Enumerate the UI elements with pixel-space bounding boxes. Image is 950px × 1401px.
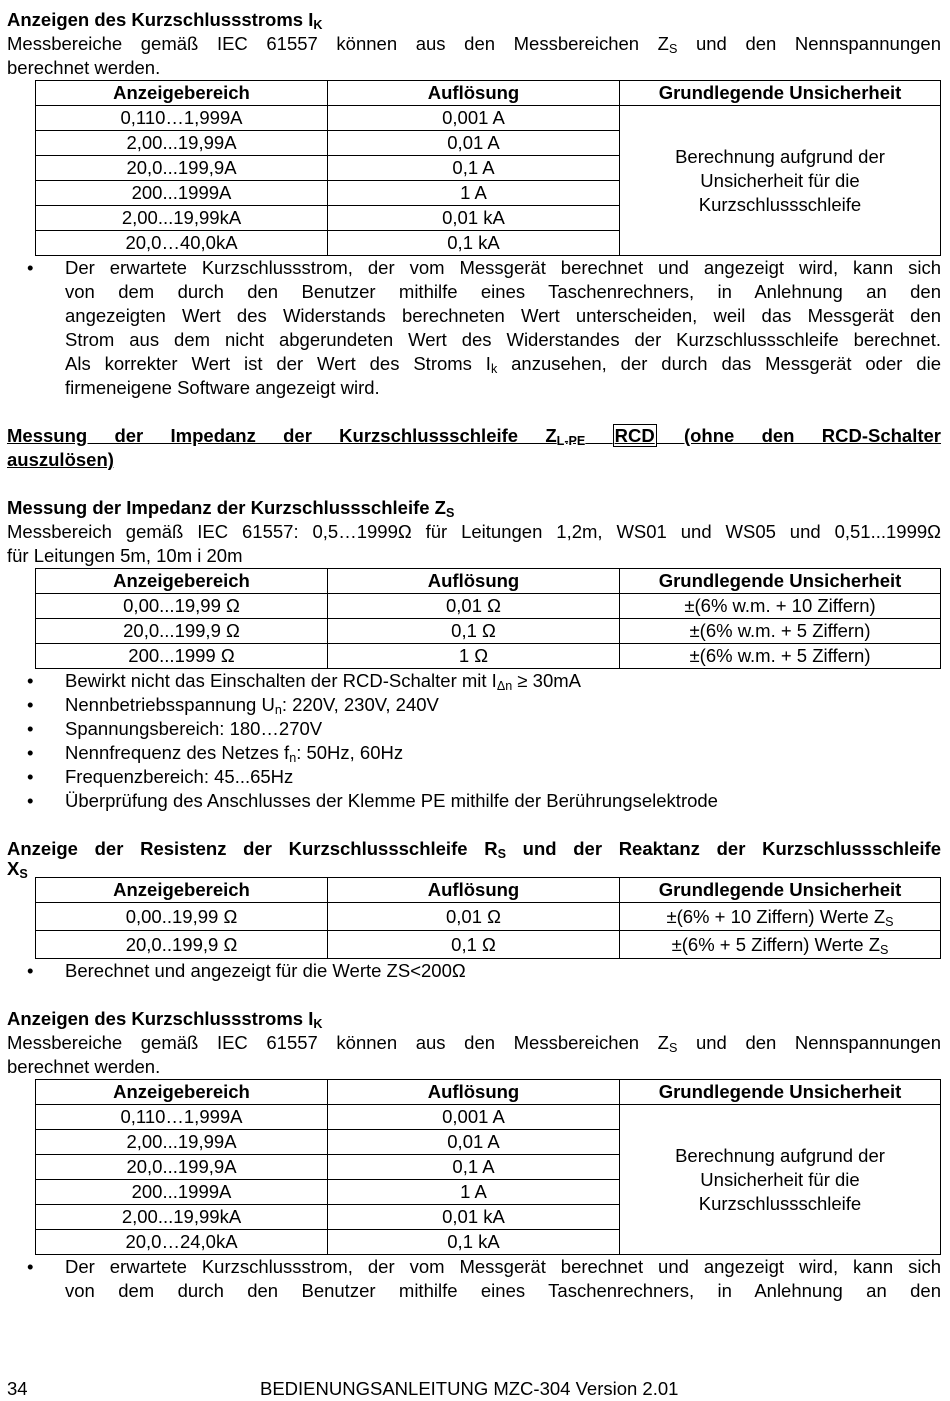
column-header: Grundlegende Unsicherheit <box>620 569 941 594</box>
table-cell: 20,0...199,9A <box>36 1155 328 1180</box>
section-title-cont: auszulösen) <box>7 449 114 470</box>
table-cell: 200...1999 Ω <box>36 644 328 669</box>
table-cell: 0,1 Ω <box>328 931 620 959</box>
bullet-text-line: angezeigten Wert des Widerstands berechneten Wert unterscheiden, weil das Messgerät den <box>65 305 941 326</box>
resistance-reactance-table <box>35 877 941 959</box>
column-header: Auflösung <box>328 569 620 594</box>
table-cell: 0,1 Ω <box>328 619 620 644</box>
table-header-row <box>36 569 941 594</box>
table-cell: 20,0...199,9 Ω <box>36 619 328 644</box>
table-cell: 0,00..19,99 Ω <box>36 903 328 931</box>
merged-line: Berechnung aufgrund der <box>675 1144 885 1166</box>
table-cell: 0,1 kA <box>328 231 620 256</box>
column-header: Anzeigebereich <box>36 878 328 903</box>
section-title-zlpe-rcd: Messung der Impedanz der Kurzschlussschleife $Z_{L-PE}$ RCD (ohne den RCD-Schalter <box>7 425 942 448</box>
merged-line: Berechnung aufgrund der <box>675 145 885 167</box>
table-cell: 0,1 kA <box>328 1230 620 1255</box>
intro-paragraph-cont: berechnet werden. <box>7 57 161 78</box>
list-item: • Nennfrequenz des Netzes $f_n$: 50Hz, 60Hz <box>27 742 404 765</box>
table-row <box>36 644 941 669</box>
table-row <box>36 903 941 931</box>
table-cell: 0,110…1,999A <box>36 1105 328 1130</box>
table-row <box>36 931 941 959</box>
table-row <box>36 1105 941 1130</box>
merged-line: Kurzschlussschleife <box>698 193 862 215</box>
table-cell: 0,01 A <box>328 1130 620 1155</box>
table-cell: 0,01 A <box>328 131 620 156</box>
bullet-list <box>7 1255 941 1303</box>
table-header-row <box>36 1080 941 1105</box>
list-item <box>7 1255 941 1303</box>
column-header: Auflösung <box>328 81 620 106</box>
table-cell: ±(6% w.m. + 5 Ziffern) <box>620 619 941 644</box>
intro-paragraph-cont: berechnet werden. <box>7 1056 161 1077</box>
short-circuit-current-table <box>35 80 941 256</box>
table-cell: 20,0...199,9A <box>36 156 328 181</box>
impedance-table <box>35 568 941 669</box>
table-cell: 0,001 A <box>328 1105 620 1130</box>
bullet-icon: • <box>27 670 34 691</box>
table-cell: 2,00...19,99A <box>36 1130 328 1155</box>
column-header: Grundlegende Unsicherheit <box>620 1080 941 1105</box>
table-cell: ±(6% w.m. + 10 Ziffern) <box>620 594 941 619</box>
list-item: • Spannungsbereich: 180…270V <box>27 718 323 739</box>
bullet-icon: • <box>27 257 34 278</box>
table-cell: 2,00...19,99A <box>36 131 328 156</box>
section-heading-short-circuit-current-2: Anzeigen des Kurzschlussstroms $I_K$ <box>7 1008 323 1031</box>
column-header: Anzeigebereich <box>36 1080 328 1105</box>
table-cell: 0,001 A <box>328 106 620 131</box>
bullet-list <box>7 256 941 400</box>
bullet-text-line: Der erwartete Kurzschlussstrom, der vom Messgerät berechnet und angezeigt wird, kann sich <box>65 257 941 278</box>
table-cell: 0,01 kA <box>328 1205 620 1230</box>
bullet-list <box>7 959 941 983</box>
table-cell: 20,0…24,0kA <box>36 1230 328 1255</box>
bullet-text-line: von dem durch den Benutzer mithilfe eines Taschenrechners, in Anlehnung an den <box>65 1280 941 1301</box>
table-cell: ±(6% w.m. + 5 Ziffern) <box>620 644 941 669</box>
table-row <box>36 619 941 644</box>
table-cell: 0,00...19,99 Ω <box>36 594 328 619</box>
table-cell: 0,01 Ω <box>328 594 620 619</box>
table-cell: 200...1999A <box>36 1180 328 1205</box>
list-item <box>7 256 941 400</box>
bullet-list <box>7 669 941 813</box>
column-header: Grundlegende Unsicherheit <box>620 81 941 106</box>
column-header: Auflösung <box>328 878 620 903</box>
footer-title: BEDIENUNGSANLEITUNG MZC-304 Version 2.01 <box>260 1378 679 1399</box>
table-row <box>36 106 941 131</box>
section-heading-cont: $X_S$ <box>7 858 28 881</box>
bullet-text-line: Der erwartete Kurzschlussstrom, der vom Messgerät berechnet und angezeigt wird, kann sich <box>65 1256 941 1277</box>
merged-line: Unsicherheit für die <box>700 169 860 191</box>
table-cell: ±(6% + 10 Ziffern) Werte $Z_S$ <box>620 903 941 931</box>
table-header-row <box>36 878 941 903</box>
table-cell: 0,01 kA <box>328 206 620 231</box>
range-paragraph: Messbereich gemäß IEC 61557: 0,5…1999Ω für Leitungen 1,2m, WS01 und WS05 und 0,51...1999Ω <box>7 521 941 542</box>
section-heading-impedance: Messung der Impedanz der Kurzschlussschleife $Z_S$ <box>7 497 455 520</box>
table-cell: 1 Ω <box>328 644 620 669</box>
intro-paragraph: Messbereiche gemäß IEC 61557 können aus den Messbereichen $Z_S$ und den Nennspannungen <box>7 33 941 56</box>
list-item: • Berechnet und angezeigt für die Werte ZS<200Ω <box>27 960 466 981</box>
table-cell: 200...1999A <box>36 181 328 206</box>
column-header: Anzeigebereich <box>36 81 328 106</box>
document-page <box>7 8 941 1303</box>
table-cell: 1 A <box>328 1180 620 1205</box>
short-circuit-current-table-2 <box>35 1079 941 1255</box>
list-item: • Nennbetriebsspannung $U_n$: 220V, 230V, 240V <box>27 694 439 717</box>
column-header: Grundlegende Unsicherheit <box>620 878 941 903</box>
table-row <box>36 594 941 619</box>
table-cell: 0,01 Ω <box>328 903 620 931</box>
merged-uncertainty-cell <box>620 1105 941 1255</box>
bullet-text-line: Strom aus dem nicht abgerundeten Wert des Widerstandes der Kurzschlussschleife berechnet. <box>65 329 941 350</box>
bullet-icon: • <box>27 766 34 787</box>
section-heading-resistance-reactance: Anzeige der Resistenz der Kurzschlussschleife $R_S$ und der Reaktanz der Kurzschlussschleife <box>7 838 941 861</box>
section-heading-short-circuit-current: Anzeigen des Kurzschlussstroms $I_K$ <box>7 9 323 32</box>
list-item: • Bewirkt nicht das Einschalten der RCD-Schalter mit $I_{\Delta n} \ge 30mA$ <box>27 670 581 693</box>
bullet-text-line: von dem durch den Benutzer mithilfe eines Taschenrechners, in Anlehnung an den <box>65 281 941 302</box>
bullet-text-line: Als korrekter Wert ist der Wert des Stroms $I_k$ anzusehen, der durch das Messgerät oder die <box>65 353 941 376</box>
table-cell: ±(6% + 5 Ziffern) Werte $Z_S$ <box>620 931 941 959</box>
table-cell: 0,1 A <box>328 1155 620 1180</box>
table-cell: 1 A <box>328 181 620 206</box>
merged-line: Kurzschlussschleife <box>698 1192 862 1214</box>
range-paragraph-cont: für Leitungen 5m, 10m i 20m <box>7 545 243 566</box>
table-cell: 0,1 A <box>328 156 620 181</box>
table-header-row <box>36 81 941 106</box>
list-item: • Frequenzbereich: 45...65Hz <box>27 766 294 787</box>
table-cell: 0,110…1,999A <box>36 106 328 131</box>
merged-uncertainty-cell <box>620 106 941 256</box>
list-item: • Überprüfung des Anschlusses der Klemme PE mithilfe der Berührungselektrode <box>27 790 718 811</box>
bullet-icon: • <box>27 694 34 715</box>
table-cell: 2,00...19,99kA <box>36 206 328 231</box>
bullet-icon: • <box>27 742 34 763</box>
merged-line: Unsicherheit für die <box>700 1168 860 1190</box>
bullet-icon: • <box>27 790 34 811</box>
page-number: 34 <box>7 1378 28 1399</box>
column-header: Anzeigebereich <box>36 569 328 594</box>
rcd-boxed-label: RCD <box>614 425 655 446</box>
bullet-icon: • <box>27 718 34 739</box>
column-header: Auflösung <box>328 1080 620 1105</box>
intro-paragraph: Messbereiche gemäß IEC 61557 können aus den Messbereichen $Z_S$ und den Nennspannungen <box>7 1032 941 1055</box>
table-cell: 2,00...19,99kA <box>36 1205 328 1230</box>
table-cell: 20,0..199,9 Ω <box>36 931 328 959</box>
table-cell: 20,0…40,0kA <box>36 231 328 256</box>
bullet-icon: • <box>27 1256 34 1277</box>
bullet-text-line: firmeneigene Software angezeigt wird. <box>65 377 380 398</box>
bullet-icon: • <box>27 960 34 981</box>
